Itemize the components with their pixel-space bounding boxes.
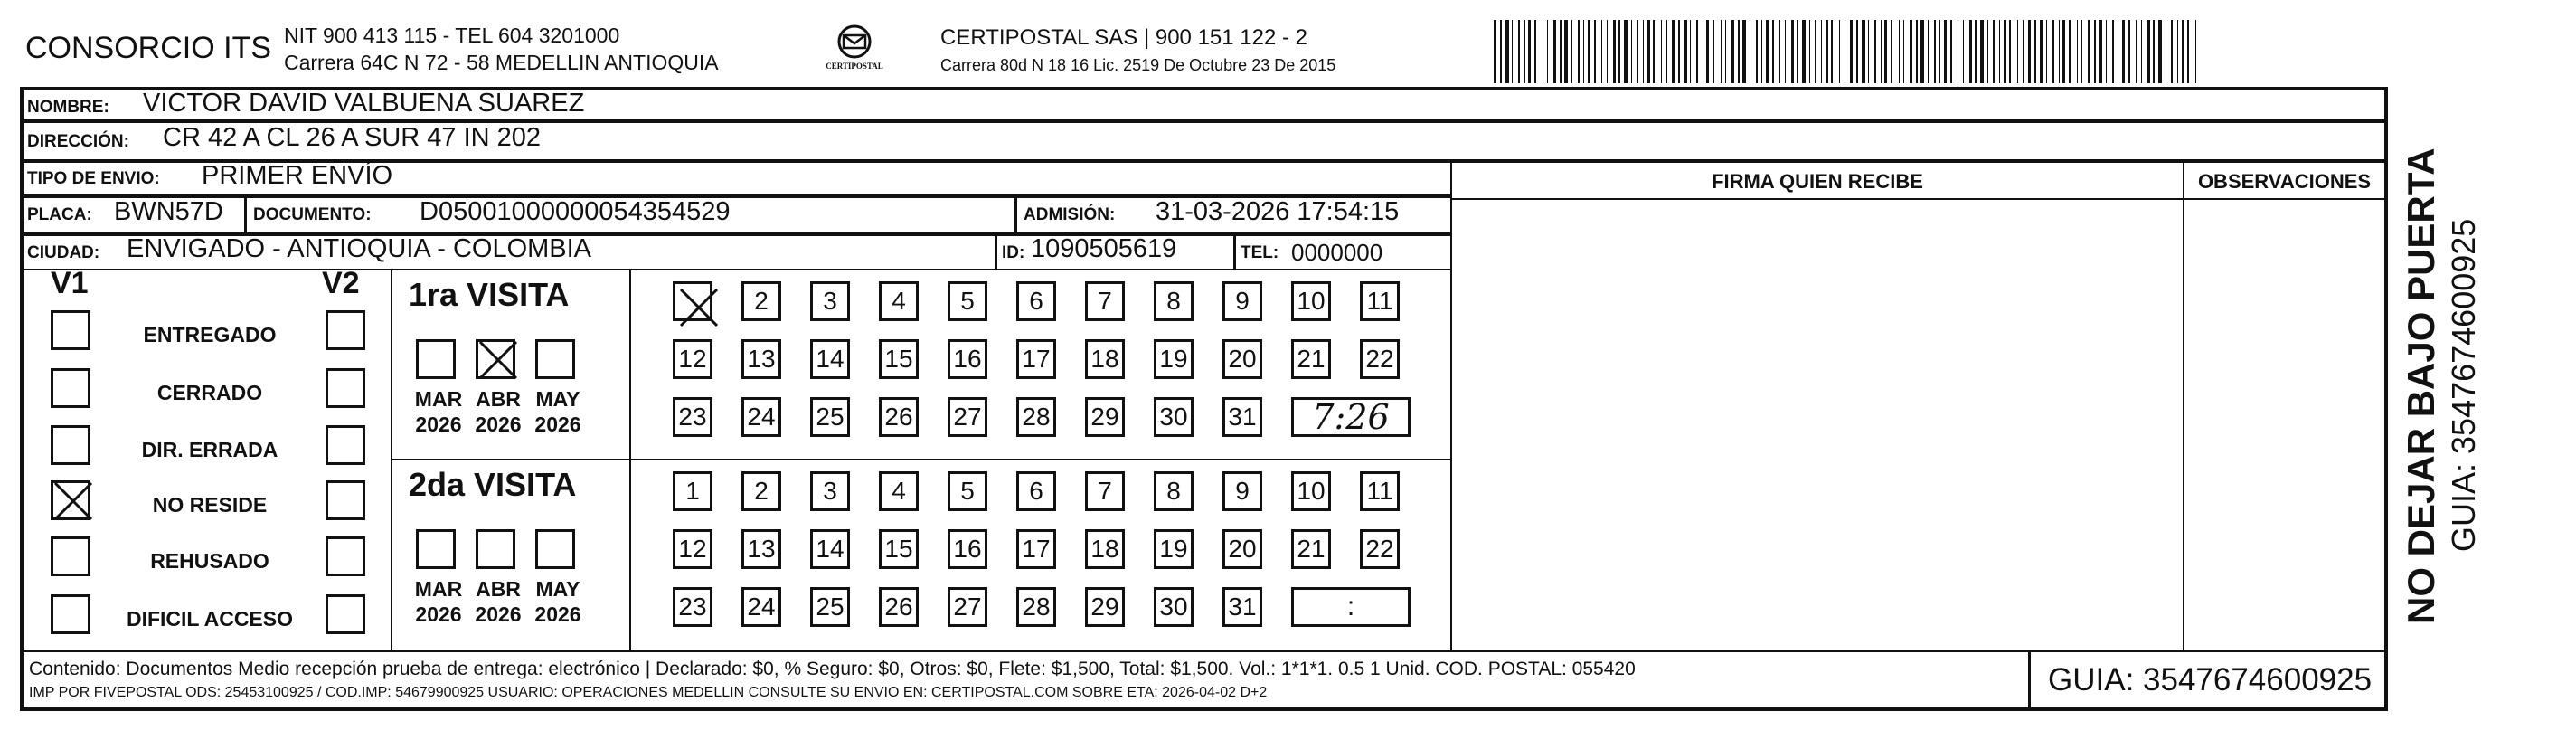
barcode-bar: [1564, 20, 1568, 83]
month-year: 2026: [534, 413, 581, 436]
barcode-bar: [1975, 20, 1977, 83]
day-box[interactable]: 31: [1222, 397, 1262, 437]
barcode-bar: [1647, 20, 1650, 83]
shipping-type: PRIMER ENVÍO: [202, 161, 393, 190]
day-box[interactable]: 23: [673, 587, 712, 627]
city-label: CIUDAD:: [27, 243, 100, 262]
barcode-bar: [1643, 20, 1644, 83]
barcode-bar: [1874, 20, 1876, 83]
barcode-bar: [1578, 20, 1580, 83]
barcode-bar: [1980, 20, 1984, 83]
day-box[interactable]: 27: [948, 397, 987, 437]
plate-value: BWN57D: [114, 197, 223, 226]
barcode-bar: [2177, 20, 2178, 83]
day-box[interactable]: 24: [741, 587, 781, 627]
barcode-bar: [2081, 20, 2082, 83]
day-box[interactable]: 3: [810, 471, 850, 511]
barcode-bar: [1678, 20, 1680, 83]
barcode-bar: [1856, 20, 1858, 83]
day-box[interactable]: 20: [1222, 339, 1262, 379]
barcode-bar: [1756, 20, 1758, 83]
barcode-bar: [1944, 20, 1947, 83]
barcode-bar: [1547, 20, 1548, 83]
day-box[interactable]: 18: [1085, 529, 1125, 569]
barcode-bar: [1706, 20, 1709, 83]
sender-nit: NIT 900 413 115 - TEL 604 3201000: [284, 24, 620, 47]
day-box[interactable]: 28: [1016, 397, 1056, 437]
barcode-bar: [2046, 20, 2047, 83]
barcode-bar: [1969, 20, 1972, 83]
x-mark-icon: [475, 337, 522, 384]
barcode-bar: [1637, 20, 1638, 83]
barcode-bar: [2128, 20, 2130, 83]
barcode-bar: [1826, 20, 1828, 83]
day-box[interactable]: 9: [1222, 281, 1262, 321]
status-label: DIR. ERRADA: [141, 438, 278, 461]
day-box[interactable]: 26: [879, 587, 919, 627]
name-label: NOMBRE:: [27, 98, 109, 117]
barcode-bar: [2052, 20, 2054, 83]
barcode-bar: [1553, 20, 1556, 83]
day-box[interactable]: 4: [879, 471, 919, 511]
barcode-bar: [1939, 20, 1940, 83]
sender-address: Carrera 64C N 72 - 58 MEDELLIN ANTIOQUIA: [284, 51, 719, 74]
barcode-bar: [1891, 20, 1892, 83]
signature-area[interactable]: [1450, 198, 2184, 652]
barcode-bar: [1666, 20, 1667, 83]
barcode-bar: [1916, 20, 1918, 83]
barcode-bar: [1571, 20, 1572, 83]
barcode-bar: [1831, 20, 1833, 83]
barcode-bar: [1518, 20, 1520, 83]
observations-area[interactable]: [2183, 198, 2386, 652]
day-box[interactable]: 13: [741, 529, 781, 569]
barcode-bar: [1601, 20, 1602, 83]
month-checkbox[interactable]: [416, 339, 456, 379]
barcode-bar: [1684, 20, 1687, 83]
barcode-bar: [1950, 20, 1952, 83]
month-name: MAR: [414, 387, 463, 411]
day-box[interactable]: 20: [1222, 529, 1262, 569]
carrier-logo: [818, 24, 891, 76]
barcode-bar: [2153, 20, 2155, 83]
barcode-bar: [2122, 20, 2125, 83]
barcode-bar: [1809, 20, 1810, 83]
day-box[interactable]: 21: [1291, 529, 1331, 569]
barcode-bar: [1731, 20, 1734, 83]
signature-label: FIRMA QUIEN RECIBE: [1712, 170, 1923, 193]
plate-label: PLACA:: [27, 205, 92, 224]
barcode-bar: [2136, 20, 2137, 83]
month-label: [409, 386, 468, 437]
status-v2-checkbox[interactable]: [326, 425, 365, 465]
barcode-bar: [1500, 20, 1502, 83]
day-box[interactable]: 11: [1360, 281, 1400, 321]
day-box[interactable]: 25: [810, 397, 850, 437]
sender-name: CONSORCIO ITS: [25, 31, 272, 65]
x-mark-icon: [675, 284, 722, 331]
tel-divider: [1233, 234, 1236, 270]
x-mark-icon: [50, 478, 97, 525]
barcode-bar: [2158, 20, 2162, 83]
carrier-name: CERTIPOSTAL SAS | 900 151 122 - 2: [940, 25, 1307, 50]
barcode-bar: [1613, 20, 1616, 83]
barcode-bar: [1779, 20, 1780, 83]
day-box[interactable]: 7: [1085, 281, 1125, 321]
barcode-bar: [1815, 20, 1816, 83]
status-v2-checkbox[interactable]: [326, 310, 365, 350]
month-year: 2026: [475, 413, 522, 436]
v2-label: V2: [322, 266, 360, 300]
barcode-bar: [1791, 20, 1794, 83]
barcode-bar: [1987, 20, 1988, 83]
day-box[interactable]: 21: [1291, 339, 1331, 379]
month-year: 2026: [534, 602, 581, 626]
barcode-bar: [2106, 20, 2107, 83]
barcode-bar: [1928, 20, 1929, 83]
day-box[interactable]: 31: [1222, 587, 1262, 627]
status-v1-checkbox[interactable]: [51, 368, 90, 408]
barcode-bar: [1690, 20, 1691, 83]
barcode-bar: [1963, 20, 1964, 83]
admission-divider: [1014, 196, 1017, 234]
day-box[interactable]: 16: [948, 339, 987, 379]
day-box[interactable]: 30: [1154, 397, 1194, 437]
barcode-bar: [1653, 20, 1655, 83]
day-box[interactable]: 8: [1154, 281, 1194, 321]
barcode-bar: [1797, 20, 1798, 83]
id-divider: [995, 234, 997, 270]
time-box[interactable]: :: [1291, 587, 1411, 627]
barcode-bar: [2059, 20, 2060, 83]
day-box[interactable]: 3: [810, 281, 850, 321]
admission-label: ADMISIÓN:: [1024, 205, 1116, 224]
day-box[interactable]: 16: [948, 529, 987, 569]
barcode-bar: [1672, 20, 1675, 83]
day-box[interactable]: [673, 281, 712, 321]
status-label: ENTREGADO: [143, 323, 277, 346]
barcode-bar: [2034, 20, 2036, 83]
day-box[interactable]: 14: [810, 529, 850, 569]
barcode-bar: [2040, 20, 2043, 83]
barcode-bar: [2077, 20, 2078, 83]
month-name: ABR: [476, 387, 521, 411]
day-box[interactable]: 2: [741, 471, 781, 511]
month-label: [468, 576, 528, 627]
tel-value: 0000000: [1291, 239, 1383, 266]
tel-label: TEL:: [1241, 243, 1279, 262]
barcode-bar: [1594, 20, 1596, 83]
status-label: REHUSADO: [150, 549, 269, 573]
barcode-bar: [1512, 20, 1513, 83]
barcode-bar: [1505, 20, 1509, 83]
barcode-bar: [1725, 20, 1726, 83]
barcode-bar: [2004, 20, 2006, 83]
barcode-bar: [2141, 20, 2142, 83]
day-box[interactable]: 2: [741, 281, 781, 321]
barcode-bar: [1839, 20, 1840, 83]
barcode-bar: [1494, 20, 1496, 83]
month-label: [468, 386, 528, 437]
month-checkbox[interactable]: [476, 529, 515, 569]
day-box[interactable]: 22: [1360, 339, 1400, 379]
barcode-bar: [1631, 20, 1632, 83]
day-box[interactable]: 13: [741, 339, 781, 379]
carrier-logo-text: CERTIPOSTAL: [826, 62, 883, 71]
day-box[interactable]: 19: [1154, 339, 1194, 379]
barcode-bar: [1868, 20, 1869, 83]
day-box[interactable]: 18: [1085, 339, 1125, 379]
day-box[interactable]: 22: [1360, 529, 1400, 569]
barcode-bar: [1696, 20, 1698, 83]
day-box[interactable]: 11: [1360, 471, 1400, 511]
month-checkbox[interactable]: [535, 339, 575, 379]
status-v1-checkbox[interactable]: [51, 480, 90, 520]
day-box[interactable]: 1: [673, 471, 712, 511]
day-box[interactable]: 19: [1154, 529, 1194, 569]
month-label: [528, 386, 588, 437]
barcode: [1490, 20, 2204, 83]
carrier-address: Carrera 80d N 18 16 Lic. 2519 De Octubre 23 De 2015: [940, 56, 1336, 74]
day-box[interactable]: 5: [948, 281, 987, 321]
day-box[interactable]: 4: [879, 281, 919, 321]
barcode-bar: [1862, 20, 1865, 83]
footer-imp: IMP POR FIVEPOSTAL ODS: 25453100925 / COD.IMP: 54679900925 USUARIO: OPERACIONES MEDELLIN CONSULTE SU ENVIO EN: CERTIPOSTAL.COM SOBRE ETA: 2026-04-02 D+2: [29, 685, 1268, 700]
day-box[interactable]: 29: [1085, 587, 1125, 627]
status-label: NO RESIDE: [152, 493, 268, 517]
status-v1-checkbox[interactable]: [51, 594, 90, 634]
day-box[interactable]: 29: [1085, 397, 1125, 437]
month-year: 2026: [415, 413, 462, 436]
document-label: DOCUMENTO:: [253, 205, 372, 224]
barcode-bar: [2187, 20, 2189, 83]
barcode-bar: [2182, 20, 2184, 83]
barcode-bar: [1993, 20, 1995, 83]
barcode-bar: [1850, 20, 1853, 83]
month-year: 2026: [415, 602, 462, 626]
barcode-bar: [1766, 20, 1769, 83]
barcode-bar: [2112, 20, 2114, 83]
v1-label: V1: [51, 266, 89, 300]
side-guia: GUIA: 3547674600925: [2445, 218, 2482, 552]
day-box[interactable]: 7: [1085, 471, 1125, 511]
time-box[interactable]: 7:26: [1291, 397, 1411, 437]
month-label: [409, 576, 468, 627]
footer-content: Contenido: Documentos Medio recepción prueba de entrega: electrónico | Declarado: $0, % Seguro: $0, Otros: $0, Flete: $1,500, Total: $1,500. Vol.: 1*1*1. 0.5 1 Unid. COD. POSTAL: 055420: [29, 659, 1636, 679]
barcode-bar: [1618, 20, 1620, 83]
document-value: D05001000000054354529: [420, 197, 731, 226]
day-box[interactable]: 28: [1016, 587, 1056, 627]
status-v2-checkbox[interactable]: [326, 480, 365, 520]
status-v1-checkbox[interactable]: [51, 536, 90, 576]
day-box[interactable]: 8: [1154, 471, 1194, 511]
barcode-bar: [2147, 20, 2150, 83]
barcode-bar: [1588, 20, 1590, 83]
barcode-bar: [1721, 20, 1722, 83]
barcode-bar: [1560, 20, 1562, 83]
visit-title: 1ra VISITA: [409, 276, 570, 313]
day-box[interactable]: 10: [1291, 471, 1331, 511]
barcode-bar: [1884, 20, 1887, 83]
barcode-bar: [2171, 20, 2173, 83]
barcode-bar: [1528, 20, 1531, 83]
barcode-bar: [1761, 20, 1762, 83]
visit-title: 2da VISITA: [409, 466, 577, 503]
barcode-bar: [1802, 20, 1806, 83]
barcode-bar: [1999, 20, 2000, 83]
month-name: MAY: [535, 577, 580, 601]
footer-guia-divider: [2028, 650, 2031, 709]
day-box[interactable]: 17: [1016, 339, 1056, 379]
barcode-bar: [1910, 20, 1912, 83]
day-box[interactable]: 9: [1222, 471, 1262, 511]
type-label: TIPO DE ENVIO:: [27, 169, 160, 188]
day-box[interactable]: 17: [1016, 529, 1056, 569]
id-label: ID:: [1002, 243, 1025, 262]
day-box[interactable]: 5: [948, 471, 987, 511]
day-box[interactable]: 27: [948, 587, 987, 627]
barcode-bar: [1534, 20, 1536, 83]
day-box[interactable]: 23: [673, 397, 712, 437]
barcode-bar: [2017, 20, 2018, 83]
status-v1-checkbox[interactable]: [51, 425, 90, 465]
day-box[interactable]: 24: [741, 397, 781, 437]
barcode-bar: [1881, 20, 1882, 83]
id-value: 1090505619: [1031, 234, 1177, 263]
month-checkbox[interactable]: [416, 529, 456, 569]
day-box[interactable]: 12: [673, 529, 712, 569]
barcode-bar: [2062, 20, 2065, 83]
status-label: CERRADO: [156, 381, 263, 404]
recipient-name: VICTOR DAVID VALBUENA SUAREZ: [143, 89, 585, 118]
barcode-bar: [1785, 20, 1786, 83]
day-box[interactable]: 25: [810, 587, 850, 627]
barcode-bar: [2069, 20, 2071, 83]
month-checkbox[interactable]: [476, 339, 515, 379]
side-warning: NO DEJAR BAJO PUERTA: [2400, 147, 2442, 624]
barcode-bar: [1934, 20, 1936, 83]
barcode-bar: [1661, 20, 1662, 83]
barcode-bar: [1920, 20, 1924, 83]
day-box[interactable]: 12: [673, 339, 712, 379]
status-v1-checkbox[interactable]: [51, 310, 90, 350]
barcode-bar: [1713, 20, 1714, 83]
city-value: ENVIGADO - ANTIOQUIA - COLOMBIA: [127, 234, 592, 263]
barcode-bar: [1772, 20, 1774, 83]
day-box[interactable]: 6: [1016, 281, 1056, 321]
barcode-bar: [1583, 20, 1584, 83]
observations-label: OBSERVACIONES: [2197, 170, 2372, 193]
plate-divider: [244, 196, 247, 234]
barcode-bar: [1607, 20, 1608, 83]
barcode-bar: [2094, 20, 2096, 83]
month-name: MAY: [535, 387, 580, 411]
month-checkbox[interactable]: [535, 529, 575, 569]
barcode-bar: [1524, 20, 1525, 83]
barcode-bar: [1738, 20, 1740, 83]
day-box[interactable]: 26: [879, 397, 919, 437]
barcode-bar: [1624, 20, 1628, 83]
address-label: DIRECCIÓN:: [27, 132, 129, 151]
month-year: 2026: [475, 602, 522, 626]
barcode-bar: [2028, 20, 2031, 83]
status-v2-checkbox[interactable]: [326, 536, 365, 576]
barcode-bar: [2023, 20, 2024, 83]
status-v2-checkbox[interactable]: [326, 594, 365, 634]
day-box[interactable]: 15: [879, 529, 919, 569]
barcode-bar: [2195, 20, 2196, 83]
barcode-bar: [1742, 20, 1746, 83]
day-box[interactable]: 10: [1291, 281, 1331, 321]
status-v2-checkbox[interactable]: [326, 368, 365, 408]
barcode-bar: [2099, 20, 2102, 83]
day-box[interactable]: 15: [879, 339, 919, 379]
footer-guia: GUIA: 3547674600925: [2048, 662, 2373, 697]
month-name: ABR: [476, 577, 521, 601]
barcode-bar: [2088, 20, 2090, 83]
status-label: DIFICIL ACCESO: [126, 607, 293, 631]
barcode-bar: [1899, 20, 1900, 83]
month-label: [528, 576, 588, 627]
barcode-bar: [1821, 20, 1822, 83]
month-name: MAR: [414, 577, 463, 601]
recipient-address: CR 42 A CL 26 A SUR 47 IN 202: [163, 123, 542, 152]
day-box[interactable]: 14: [810, 339, 850, 379]
barcode-image: [1490, 20, 2204, 83]
day-box[interactable]: 30: [1154, 587, 1194, 627]
barcode-bar: [1903, 20, 1904, 83]
barcode-bar: [2009, 20, 2011, 83]
admission-value: 31-03-2026 17:54:15: [1156, 197, 1400, 226]
day-box[interactable]: 6: [1016, 471, 1056, 511]
